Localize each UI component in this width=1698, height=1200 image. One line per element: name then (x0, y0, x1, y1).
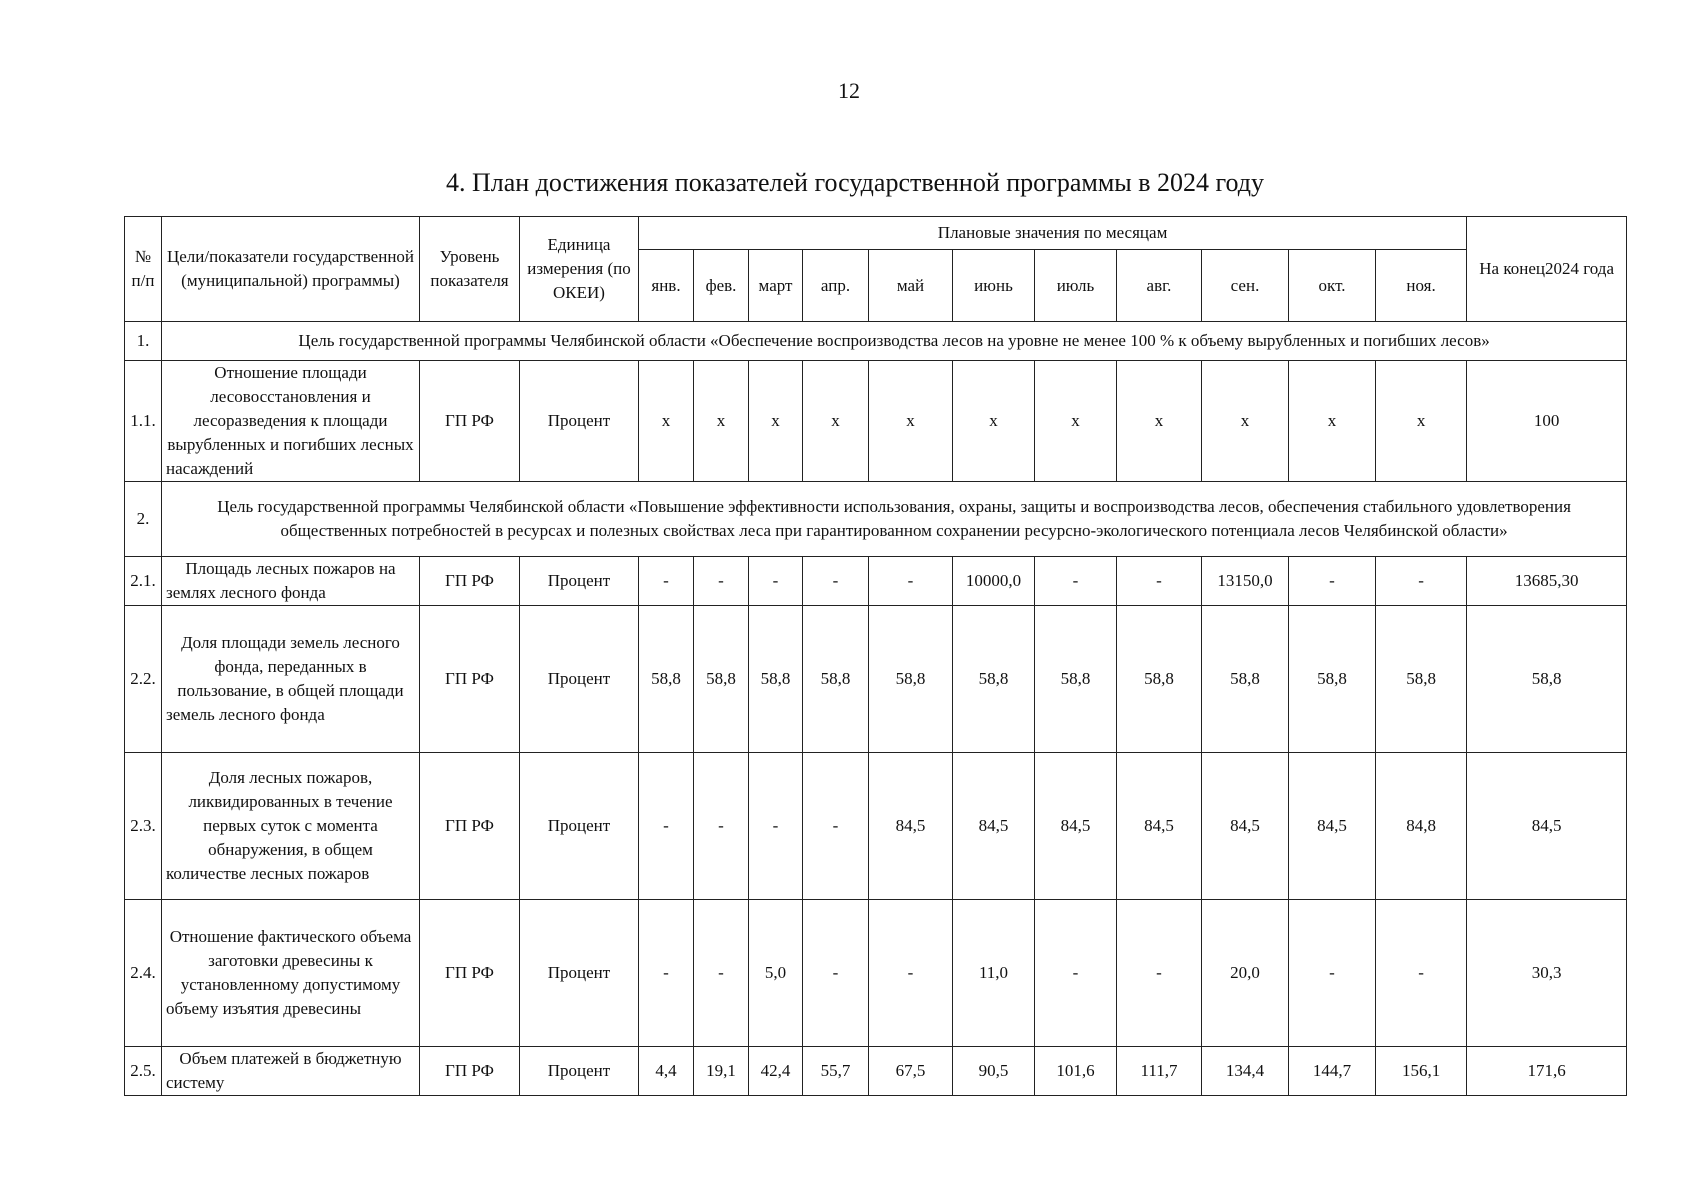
month-value: 58,8 (953, 606, 1035, 753)
month-value: x (1202, 361, 1289, 482)
month-value: x (1035, 361, 1117, 482)
month-value: 58,8 (1117, 606, 1202, 753)
month-value: 42,4 (749, 1047, 803, 1096)
month-value: 58,8 (1289, 606, 1376, 753)
header-level: Уровень показателя (420, 217, 520, 322)
month-value: 144,7 (1289, 1047, 1376, 1096)
month-value: x (869, 361, 953, 482)
month-value: - (639, 753, 694, 900)
month-value: 4,4 (639, 1047, 694, 1096)
indicator-row (125, 753, 1627, 900)
month-header: янв. (639, 250, 694, 322)
goal-text: Цель государственной программы Челябинской области «Повышение эффективности использования, охраны, защиты и воспроизводства лесов, обеспечения стабильного удовлетворения общественных потребностей в ресурсах и полезных свойствах леса при гарантированном сохранении ресурсно-экологического потенциала лесов Челябинской области» (162, 482, 1627, 557)
indicator-name: Объем платежей в бюджетную систему (162, 1047, 420, 1096)
month-header: июнь (953, 250, 1035, 322)
page-number: 12 (838, 78, 860, 103)
month-value: 84,5 (869, 753, 953, 900)
indicator-number: 1.1. (125, 361, 162, 482)
end-of-year-value: 84,5 (1467, 753, 1627, 900)
indicator-number: 2.5. (125, 1047, 162, 1096)
end-of-year-value: 13685,30 (1467, 557, 1627, 606)
month-value: 84,5 (1289, 753, 1376, 900)
month-value: 84,5 (1035, 753, 1117, 900)
month-value: x (1376, 361, 1467, 482)
month-value: 58,8 (694, 606, 749, 753)
indicators-plan-table (124, 216, 1627, 1096)
indicator-unit: Процент (520, 557, 639, 606)
end-of-year-value: 100 (1467, 361, 1627, 482)
month-header: окт. (1289, 250, 1376, 322)
indicator-row (125, 1047, 1627, 1096)
month-value: - (803, 900, 869, 1047)
month-value: - (1035, 557, 1117, 606)
month-value: 67,5 (869, 1047, 953, 1096)
goal-text: Цель государственной программы Челябинской области «Обеспечение воспроизводства лесов на уровне не менее 100 % к объему вырубленных и погибших лесов» (162, 322, 1627, 361)
month-value: 111,7 (1117, 1047, 1202, 1096)
month-value: x (749, 361, 803, 482)
month-header: сен. (1202, 250, 1289, 322)
month-value: - (749, 753, 803, 900)
month-value: 58,8 (869, 606, 953, 753)
month-value: - (1117, 900, 1202, 1047)
header-end-of-year: На конец2024 года (1467, 217, 1627, 322)
indicator-name: Доля площади земель лесного фонда, переданных в пользование, в общей площади земель лесного фонда (162, 606, 420, 753)
month-value: 84,8 (1376, 753, 1467, 900)
month-value: - (1376, 900, 1467, 1047)
month-value: 90,5 (953, 1047, 1035, 1096)
goal-number: 1. (125, 322, 162, 361)
indicator-level: ГП РФ (420, 1047, 520, 1096)
indicator-row (125, 606, 1627, 753)
header-unit: Единица измерения (по ОКЕИ) (520, 217, 639, 322)
month-header: июль (1035, 250, 1117, 322)
month-value: 58,8 (749, 606, 803, 753)
indicator-level: ГП РФ (420, 361, 520, 482)
document-title: 4. План достижения показателей государственной программы в 2024 году (445, 168, 1265, 197)
month-value: 58,8 (1202, 606, 1289, 753)
month-value: 101,6 (1035, 1047, 1117, 1096)
month-header: ноя. (1376, 250, 1467, 322)
month-value: - (1035, 900, 1117, 1047)
indicator-number: 2.3. (125, 753, 162, 900)
month-header: авг. (1117, 250, 1202, 322)
month-value: 55,7 (803, 1047, 869, 1096)
month-value: 58,8 (639, 606, 694, 753)
indicator-row (125, 361, 1627, 482)
indicator-row (125, 557, 1627, 606)
month-value: 20,0 (1202, 900, 1289, 1047)
goal-row (125, 322, 1627, 361)
indicator-row (125, 900, 1627, 1047)
month-value: x (953, 361, 1035, 482)
month-value: - (1289, 557, 1376, 606)
month-value: - (1117, 557, 1202, 606)
indicator-level: ГП РФ (420, 557, 520, 606)
month-value: 156,1 (1376, 1047, 1467, 1096)
month-value: - (869, 900, 953, 1047)
month-value: 13150,0 (1202, 557, 1289, 606)
indicator-level: ГП РФ (420, 606, 520, 753)
indicator-number: 2.1. (125, 557, 162, 606)
month-value: 19,1 (694, 1047, 749, 1096)
month-header: март (749, 250, 803, 322)
month-value: 84,5 (1202, 753, 1289, 900)
month-value: x (639, 361, 694, 482)
month-value: 5,0 (749, 900, 803, 1047)
month-value: 58,8 (1376, 606, 1467, 753)
month-value: - (639, 557, 694, 606)
table-body (125, 322, 1627, 1096)
header-num: № п/п (125, 217, 162, 322)
month-value: 11,0 (953, 900, 1035, 1047)
month-value: - (803, 557, 869, 606)
indicator-name: Отношение фактического объема заготовки древесины к установленному допустимому объему изъятия древесины (162, 900, 420, 1047)
indicator-name: Площадь лесных пожаров на землях лесного фонда (162, 557, 420, 606)
month-header: апр. (803, 250, 869, 322)
month-value: x (694, 361, 749, 482)
month-value: - (694, 753, 749, 900)
header-goals: Цели/показатели государственной (муниципальной) программы) (162, 217, 420, 322)
month-value: 10000,0 (953, 557, 1035, 606)
month-value: - (1289, 900, 1376, 1047)
month-value: 134,4 (1202, 1047, 1289, 1096)
month-value: x (1117, 361, 1202, 482)
month-value: 58,8 (803, 606, 869, 753)
indicator-unit: Процент (520, 1047, 639, 1096)
month-value: x (1289, 361, 1376, 482)
indicator-number: 2.2. (125, 606, 162, 753)
month-value: x (803, 361, 869, 482)
header-planned-values: Плановые значения по месяцам (639, 217, 1467, 250)
indicator-level: ГП РФ (420, 900, 520, 1047)
end-of-year-value: 30,3 (1467, 900, 1627, 1047)
month-value: 84,5 (1117, 753, 1202, 900)
indicator-number: 2.4. (125, 900, 162, 1047)
month-value: - (803, 753, 869, 900)
goal-number: 2. (125, 482, 162, 557)
month-value: - (694, 557, 749, 606)
end-of-year-value: 171,6 (1467, 1047, 1627, 1096)
indicator-unit: Процент (520, 900, 639, 1047)
indicator-unit: Процент (520, 606, 639, 753)
month-value: - (694, 900, 749, 1047)
goal-row (125, 482, 1627, 557)
indicator-unit: Процент (520, 753, 639, 900)
month-value: - (1376, 557, 1467, 606)
indicator-name: Доля лесных пожаров, ликвидированных в течение первых суток с момента обнаружения, в общем количестве лесных пожаров (162, 753, 420, 900)
indicator-name: Отношение площади лесовосстановления и лесоразведения к площади вырубленных и погибших лесных насаждений (162, 361, 420, 482)
month-value: - (869, 557, 953, 606)
month-value: 58,8 (1035, 606, 1117, 753)
end-of-year-value: 58,8 (1467, 606, 1627, 753)
indicator-unit: Процент (520, 361, 639, 482)
month-value: - (639, 900, 694, 1047)
indicator-level: ГП РФ (420, 753, 520, 900)
month-value: - (749, 557, 803, 606)
month-value: 84,5 (953, 753, 1035, 900)
month-header: фев. (694, 250, 749, 322)
month-header: май (869, 250, 953, 322)
